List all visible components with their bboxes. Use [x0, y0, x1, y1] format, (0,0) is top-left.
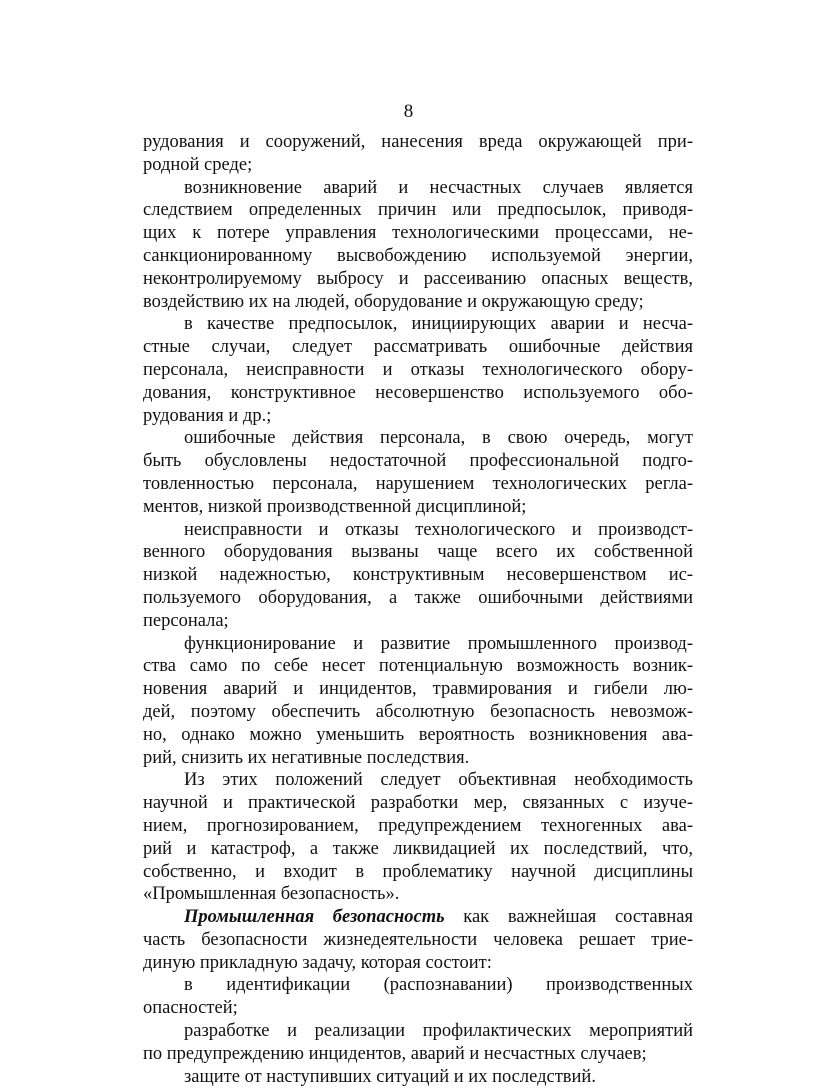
text-line: Из этих положений следует объективная необходимость — [184, 770, 693, 791]
text-line: рудования и сооружений, нанесения вреда окружающей при- — [143, 132, 693, 152]
text-line: венного оборудования вызваны чаще всего их собственной — [143, 542, 693, 563]
text-line: разработке и реализации профилактических мероприятий — [184, 1021, 693, 1042]
emphasized-term: Промышленная безопасность — [184, 907, 445, 928]
text-line: неисправности и отказы технологического и производст- — [184, 519, 693, 540]
text-line-with-term — [143, 906, 693, 929]
text-line: родной среде; — [143, 154, 253, 175]
text-line: часть безопасности жизнедеятельности человека решает трие- — [143, 929, 693, 950]
text-line: рий, снизить их негативные последствия. — [143, 747, 470, 768]
text-line: ства само по себе несет потенциальную возможность возник- — [143, 656, 693, 677]
text-line: стные случаи, следует рассматривать ошибочные действия — [143, 337, 693, 358]
text-line: персонала, неисправности и отказы технологического обору- — [143, 359, 693, 380]
text-line: в качестве предпосылок, инициирующих аварии и несча- — [184, 314, 693, 335]
text-line: ошибочные действия персонала, в свою очередь, могут — [184, 428, 693, 449]
text-line: рий и катастроф, а также ликвидацией их последствий, что, — [143, 838, 693, 859]
text-line: защите от наступивших ситуаций и их последствий. — [184, 1066, 596, 1087]
text-line: дей, поэтому обеспечить абсолютную безопасность невозмож- — [143, 701, 693, 722]
text-line: нием, прогнозированием, предупреждением техногенных ава- — [143, 815, 693, 836]
text-line: пользуемого оборудования, а также ошибочными действиями — [143, 587, 693, 608]
text-line: рудования и др.; — [143, 405, 272, 426]
text-line: воздействию их на людей, оборудование и окружающую среду; — [143, 291, 644, 312]
text-line: «Промышленная безопасность». — [143, 884, 400, 905]
page-number: 8 — [403, 101, 414, 122]
text-line: дования, конструктивное несовершенство используемого обо- — [143, 382, 693, 403]
text-line: но, однако можно уменьшить вероятность возникновения ава- — [143, 724, 693, 745]
term-continuation: как важнейшая составная — [444, 907, 693, 928]
text-line: персонала; — [143, 610, 229, 631]
text-line: собственно, и входит в проблематику научной дисциплины — [143, 861, 693, 882]
text-line: диную прикладную задачу, которая состоит: — [143, 952, 492, 973]
text-line: низкой надежностью, конструктивным несовершенством ис- — [143, 565, 693, 586]
body-text — [143, 131, 693, 1088]
text-line: быть обусловлены недостаточной профессиональной подго- — [143, 451, 693, 472]
text-line: в идентификации (распознавании) производственных — [184, 975, 693, 996]
text-line: ментов, низкой производственной дисциплиной; — [143, 496, 527, 517]
text-line: функционирование и развитие промышленного производ- — [184, 633, 693, 654]
text-line: щих к потере управления технологическими процессами, не- — [143, 223, 693, 244]
text-line: новения аварий и инцидентов, травмирования и гибели лю- — [143, 679, 693, 700]
text-line: возникновение аварий и несчастных случаев является — [184, 177, 693, 198]
text-line: неконтролируемому выбросу и рассеиванию опасных веществ, — [143, 268, 693, 289]
text-line: санкционированному высвобождению используемой энергии, — [143, 245, 693, 266]
text-line: опасностей; — [143, 998, 238, 1019]
text-line: следствием определенных причин или предпосылок, приводя- — [143, 200, 693, 221]
text-line: научной и практической разработки мер, связанных с изуче- — [143, 793, 693, 814]
text-line: товленностью персонала, нарушением технологических регла- — [143, 473, 693, 494]
text-line: по предупреждению инцидентов, аварий и несчастных случаев; — [143, 1043, 647, 1064]
